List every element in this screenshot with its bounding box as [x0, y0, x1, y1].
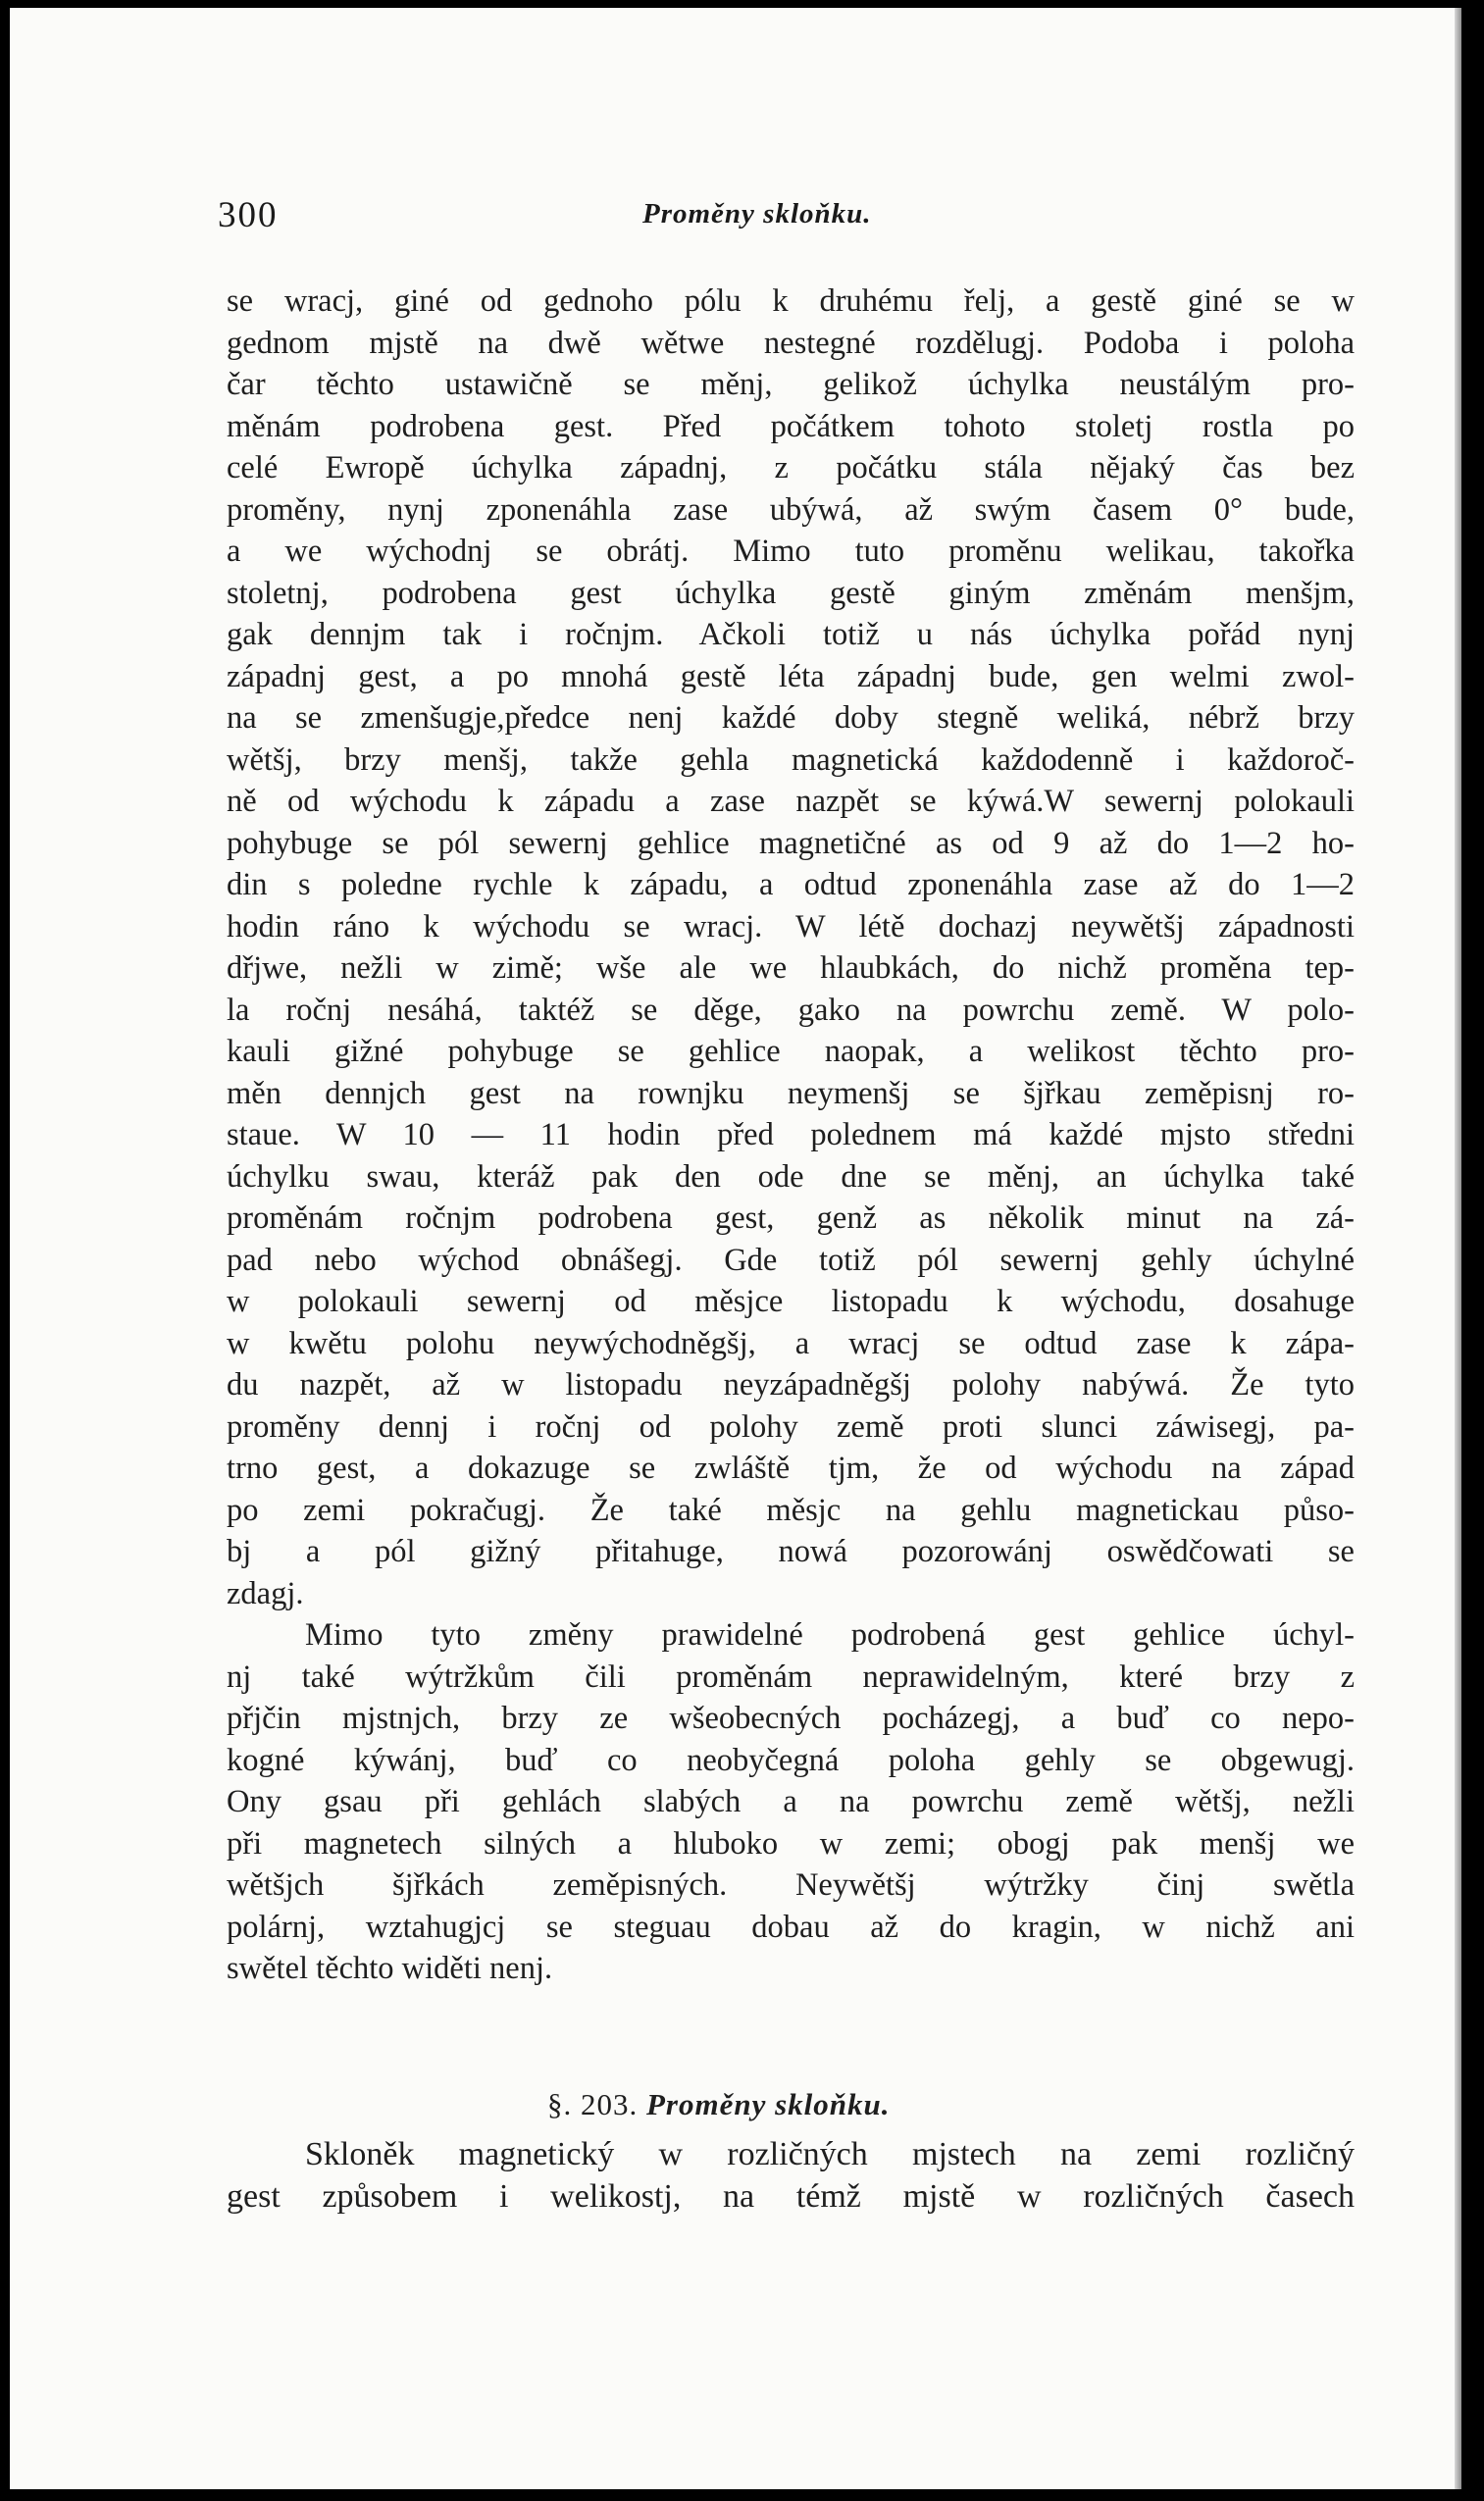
text-line: bj a pól gižný přitahuge, nowá pozorowánj oswědčowati se [227, 1534, 1355, 1569]
text-line: wětšj, brzy menšj, takže gehla magnetická každodenně i každoroč- [227, 741, 1355, 778]
body-text [227, 281, 1355, 1990]
text-line: na se zmenšugje,předce nenj každé doby stegně weliká, nébrž brzy [227, 700, 1355, 736]
section-body-text [227, 2133, 1355, 2217]
text-line: du nazpět, až w listopadu neyzápadněgšj polohy nabýwá. Že tyto [227, 1367, 1355, 1403]
text-line: ně od wýchodu k západu a zase nazpět se kýwá.W sewernj polokauli [227, 784, 1355, 819]
running-title: Proměny skloňku. [642, 198, 872, 230]
text-line: Mimo tyto změny prawidelné podrobená gest gehlice úchyl- [305, 1617, 1355, 1653]
text-line: měn dennjch gest na rownjku neymenšj se šjřkau zeměpisnj ro- [227, 1075, 1355, 1111]
text-line: a we wýchodnj se obrátj. Mimo tuto proměnu welikau, takořka [227, 534, 1355, 569]
text-line: hodin ráno k wýchodu se wracj. W létě dochazj neywětšj západnosti [227, 908, 1355, 944]
text-line: trno gest, a dokazuge se zwláště tjm, že od wýchodu na západ [227, 1451, 1355, 1486]
text-line: úchylku swau, kteráž pak den ode dne se měnj, an úchylka také [227, 1158, 1355, 1195]
text-line: kogné kýwánj, buď co neobyčegná poloha gehly se obgewugj. [227, 1742, 1355, 1778]
text-line: se wracj, giné od gednoho pólu k druhému řelj, a gestě giné se w [227, 283, 1355, 319]
text-line: zdagj. [227, 1575, 304, 1611]
text-line: gest způsobem i welikostj, na témž mjstě w rozličných časech [227, 2177, 1355, 2215]
text-line: při magnetech silných a hluboko w zemi; obogj pak menšj we [227, 1825, 1355, 1862]
text-line: wětšjch šjřkách zeměpisných. Neywětšj wýtržky činj swětla [227, 1867, 1355, 1903]
page-header [10, 194, 1461, 233]
text-line: měnám podrobena gest. Před počátkem tohoto stoletj rostla po [227, 408, 1355, 444]
text-line: dřjwe, nežli w zimě; wše ale we hlaubkách, do nichž proměna tep- [227, 950, 1355, 986]
text-line: stoletnj, podrobena gest úchylka gestě giným změnám menšjm, [227, 575, 1355, 611]
text-line: gednom mjstě na dwě wětwe nestegné rozdělugj. Podoba i poloha [227, 325, 1355, 361]
page-edge-shadow [1455, 8, 1461, 2489]
text-line: přjčin mjstnjch, brzy ze wšeobecných pocházegj, a buď co nepo- [227, 1701, 1355, 1736]
text-line: staue. W 10 — 11 hodin před polednem má každé mjsto středni [227, 1117, 1355, 1152]
text-line: w polokauli sewernj od měsjce listopadu k wýchodu, dosahuge [227, 1284, 1355, 1319]
text-line: kauli gižné pohybuge se gehlice naopak, a welikost těchto pro- [227, 1034, 1355, 1069]
text-line: la ročnj nesáhá, taktéž se děge, gako na powrchu země. W polo- [227, 992, 1355, 1028]
text-line: čar těchto ustawičně se měnj, gelikož úchylka neustálým pro- [227, 367, 1355, 402]
text-line: Ony gsau při gehlách slabých a na powrchu země wětšj, nežli [227, 1784, 1355, 1819]
text-line: proměnám ročnjm podrobena gest, genž as několik minut na zá- [227, 1200, 1355, 1236]
text-line: nj také wýtržkům čili proměnám neprawidelným, které brzy z [227, 1659, 1355, 1695]
text-line: celé Ewropě úchylka západnj, z počátku stála nějaký čas bez [227, 450, 1355, 485]
text-line: gak dennjm tak i ročnjm. Ačkoli totiž u nás úchylka pořád nynj [227, 617, 1355, 652]
text-line: din s poledne rychle k západu, a odtud zponenáhla zase až do 1—2 [227, 867, 1355, 902]
text-line: pohybuge se pól sewernj gehlice magnetičné as od 9 až do 1—2 ho- [227, 825, 1355, 861]
text-line: swětel těchto widěti nenj. [227, 1951, 553, 1986]
book-page [10, 8, 1461, 2489]
text-line: Skloněk magnetický w rozličných mjstech na zemi rozličný [305, 2136, 1355, 2172]
text-line: polárnj, wztahugjcj se steguau dobau až do kragin, w nichž ani [227, 1909, 1355, 1945]
text-line: po zemi pokračugj. Že také měsjc na gehlu magnetickau půso- [227, 1492, 1355, 1528]
text-line: proměny, nynj zponenáhla zase ubýwá, až swým časem 0° bude, [227, 491, 1355, 528]
section-number: §. 203. [547, 2087, 639, 2121]
text-line: západnj gest, a po mnohá gestě léta západnj bude, gen welmi zwol- [227, 658, 1355, 694]
section-title: Proměny skloňku. [646, 2087, 891, 2121]
text-line: proměny dennj i ročnj od polohy země proti slunci záwisegj, pa- [227, 1408, 1355, 1445]
text-line: pad nebo wýchod obnášegj. Gde totiž pól sewernj gehly úchylné [227, 1242, 1355, 1278]
page-number: 300 [218, 195, 279, 235]
text-line: w kwětu polohu neywýchodněgšj, a wracj se odtud zase k zápa- [227, 1325, 1355, 1361]
